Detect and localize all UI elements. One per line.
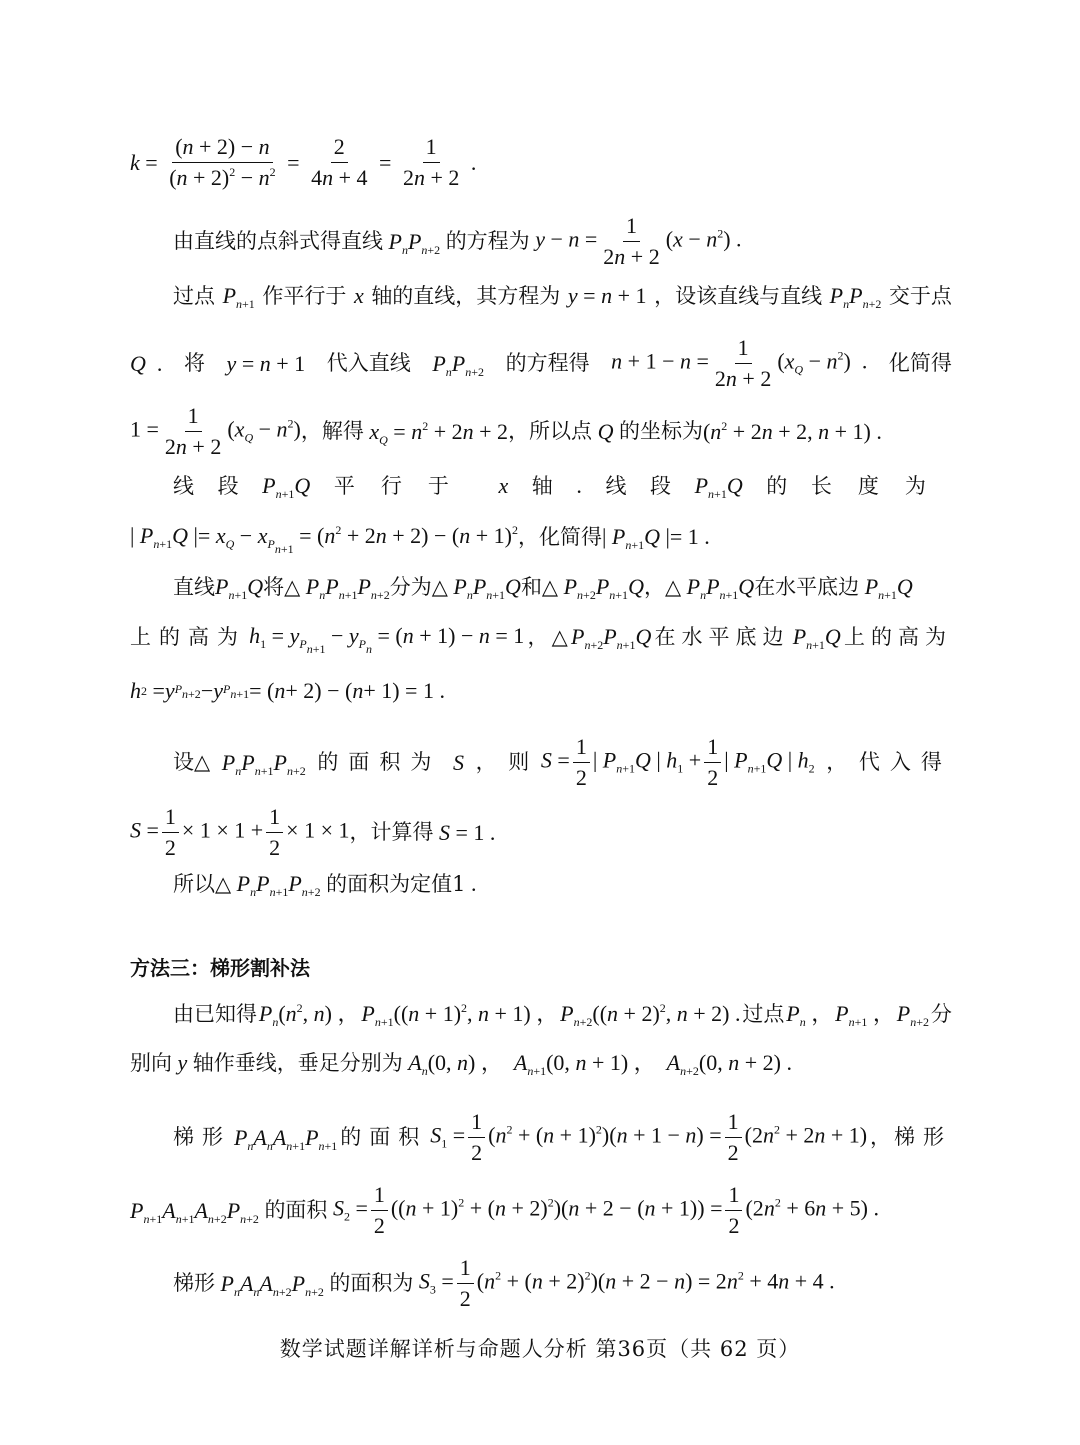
text-span: 在水平底边 [654, 624, 790, 649]
text-span: 上的高为 [130, 624, 246, 649]
text-span: 上的高为 [843, 624, 952, 649]
text-span: ，所以点 [508, 419, 593, 444]
text-span: ，化简得 [517, 524, 602, 549]
text-span: 的面积为定值1 [326, 871, 466, 896]
text-span: 则 [508, 750, 530, 775]
conclusion-text: 所以△ $P_nP_{n+1}P_{n+2}$ 的面积为定值1 . [173, 871, 477, 899]
text-span: ，设该直线与直线 [654, 283, 823, 308]
segment-parallel-text: 线 段 $P_{n+1}Q$ 平行于 x 轴 . 线 段 $P_{n+1}Q$ 的 长度为 [173, 473, 952, 501]
slope-equation: k = $\frac{(n + 2) - n}{(n + 2)^2 - n^2}$ = $\frac{2}{4n + 4}$ = $\frac{1}{2n + 2}$ . [130, 134, 477, 191]
text-span: 由已知得 [173, 1001, 257, 1026]
text-span: 设△ [173, 750, 211, 775]
text-span: 的面积 [264, 1198, 328, 1223]
solve-q-text: 1 = $\frac{1}{2n + 2}$ $(x_Q - n^2)$ ，解得 $x_Q = n^2 + 2n + 2$ ，所以点 Q 的坐标为 ($n^2 + 2n + 2$, n + 1) . [130, 403, 882, 460]
text-span: 轴作垂线，垂足分别为 [192, 1050, 403, 1075]
substitution-text: Q . 将 y = n + 1 代入直线 $P_nP_{n+2}$ 的方程得 n + 1 − n = $\frac{1}{2n + 2}$ $(x_Q - n^2)$ . 化简得 [130, 335, 952, 392]
method-three-heading [130, 958, 952, 978]
page-footer: 数学试题详解详析与命题人分析 第36页（共 62 页） [279, 1337, 801, 1361]
trapezoid-s1-text: 梯形 $P_nA_nA_{n+1}P_{n+1}$ 的面积 $S_1$ = $\frac{1}{2}$ $(n^2 + (n + 1)^2)(n + 1 - n)$ = $\frac{1}{2}$ $(2n^2 + 2n + 1)$ ， 梯形 [173, 1109, 952, 1166]
text-span: 轴的直线，其方程为 [371, 283, 561, 308]
text-span: ， [475, 750, 497, 775]
perpendicular-foot-text: 别向 y 轴作垂线，垂足分别为 $A_n(0$, n) ， $A_{n+1}(0$, n + 1) ， $A_{n+2}(0$, n + 2) . [130, 1050, 792, 1078]
trapezoid-s2-text: $P_{n+1}A_{n+1}A_{n+2}P_{n+2}$ 的面积 $S_2$ = $\frac{1}{2}$ $((n + 1)^2 + (n + 2)^2)(n + 2 - (n + 1))$ = $\frac{1}{2}$ $(2n^2 + 6n + 5)$ . [130, 1182, 879, 1239]
text-span: 段 [217, 473, 239, 498]
trapezoid-s3-text: 梯形 $P_nA_nA_{n+2}P_{n+2}$ 的面积为 $S_3$ = $\frac{1}{2}$ $(n^2 + (n + 2)^2)(n + 2 - n) = 2n^2 + 4n + 4$ . [173, 1255, 835, 1312]
heading-text: 方法三：梯形割补法 [130, 956, 310, 980]
text-span: 将△ [263, 574, 301, 599]
parallel-line-text: 过点 $P_{n+1}$ 作平行于 x 轴的直线，其方程为 y = n + 1 ，设该直线与直线 $P_nP_{n+2}$ 交于点 [173, 283, 952, 311]
text-span: 化简得 [888, 351, 952, 376]
text-span: 线 [605, 473, 627, 498]
text-span: 的面积为 [329, 1271, 414, 1296]
points-given-text: 由已知得 $P_n(n^2$, n) ， $P_{n+1}((n + 1)^2$, n + 1) ， $P_{n+2}((n + 2)^2$, n + 2) . 过点 $P_n$ ， $P_{n+1}$ ， $P_{n+2}$ 分 [173, 1001, 952, 1029]
text-span: 交于点 [888, 283, 952, 308]
text-span: 的面积 [340, 1125, 428, 1150]
text-span: 过点 [742, 1001, 785, 1026]
area-compute-text: S = $\frac{1}{2}$ × 1 × 1 + $\frac{1}{2}$ × 1 × 1 ，计算得 S = 1 . [130, 804, 496, 861]
text-span: 梯形 [173, 1125, 231, 1150]
line-equation-text: 由直线的点斜式得直线 $P_nP_{n+2}$ 的方程为 y − n = $\frac{1}{2n + 2}$ $(x - n^2)$ . [173, 213, 742, 270]
text-span: 由直线的点斜式得直线 [173, 229, 383, 254]
height-h1-text: 上的高为 $h_1 = y_{P_{n+1}} - y_{P_n} = (n + 1) - n = 1$ ， △ $P_{n+2}P_{n+1}Q$ 在水平底边 $P_{n+1}Q$ 上的高为 [130, 623, 952, 656]
segment-length-text: | $P_{n+1}Q$ |= $x_Q - x_{P_{n+1}} = (n^2 + 2n + 2) - (n + 1)^2$ ，化简得 | $P_{n+1}Q$ |= 1 . [130, 523, 710, 556]
text-span: 过点 [173, 283, 215, 308]
text-span: 分 [930, 1001, 952, 1026]
text-span: 代入直线 [326, 351, 411, 376]
text-span: ， [870, 1125, 892, 1150]
text-span: 和△ [520, 574, 559, 599]
text-span: △ [551, 624, 568, 649]
text-span: 线 [173, 473, 194, 498]
text-span: ， [527, 624, 549, 649]
text-span: 的方程为 [445, 229, 530, 254]
text-span: 作平行于 [262, 283, 347, 308]
text-span: 将 [183, 351, 205, 376]
text-span: 长度为 [810, 473, 952, 498]
text-span: 梯形 [893, 1125, 952, 1150]
text-span: 平行于 [333, 473, 475, 498]
text-span: 在水平底边 [754, 574, 860, 599]
text-span: 直线 [173, 574, 215, 599]
text-span: 别向 [130, 1050, 172, 1075]
text-span: 的方程得 [505, 351, 590, 376]
text-span: 的面积为 [317, 750, 442, 775]
text-span: ， [826, 750, 848, 775]
text-span: 的坐标为 [618, 419, 703, 444]
triangle-split-text: 直线 $P_{n+1}Q$ 将△ $P_nP_{n+1}P_{n+2}$ 分为△ $P_nP_{n+1}Q$ 和△ $P_{n+2}P_{n+1}Q$ ，△ $P_nP_{n+1}Q$ 在水平底边 $P_{n+1}Q$ [173, 574, 913, 602]
height-h2-text: h 2 = y $P_{n+2}$ − y $P_{n+1}$ = ( n + 2) − ( n + 1) = 1 . [130, 678, 445, 703]
text-span: 所以△ [173, 871, 232, 896]
text-span: 代入得 [858, 750, 952, 775]
text-span: 段 [650, 473, 672, 498]
area-formula-text: 设△ $P_nP_{n+1}P_{n+2}$ 的面积为 S ， 则 S = $\frac{1}{2}$ | $P_{n+1}Q$ | $h_1$ + $\frac{1}{2}$ | $P_{n+1}Q$ | $h_2$ ， 代入得 [173, 734, 952, 791]
text-span: 轴 [531, 473, 553, 498]
text-span: ，△ [643, 574, 682, 599]
text-span: 梯形 [173, 1271, 215, 1296]
text-span: ，计算得 [349, 820, 434, 845]
text-span: 分为△ [389, 574, 448, 599]
text-span: 的 [766, 473, 788, 498]
text-span: ，解得 [300, 419, 364, 444]
